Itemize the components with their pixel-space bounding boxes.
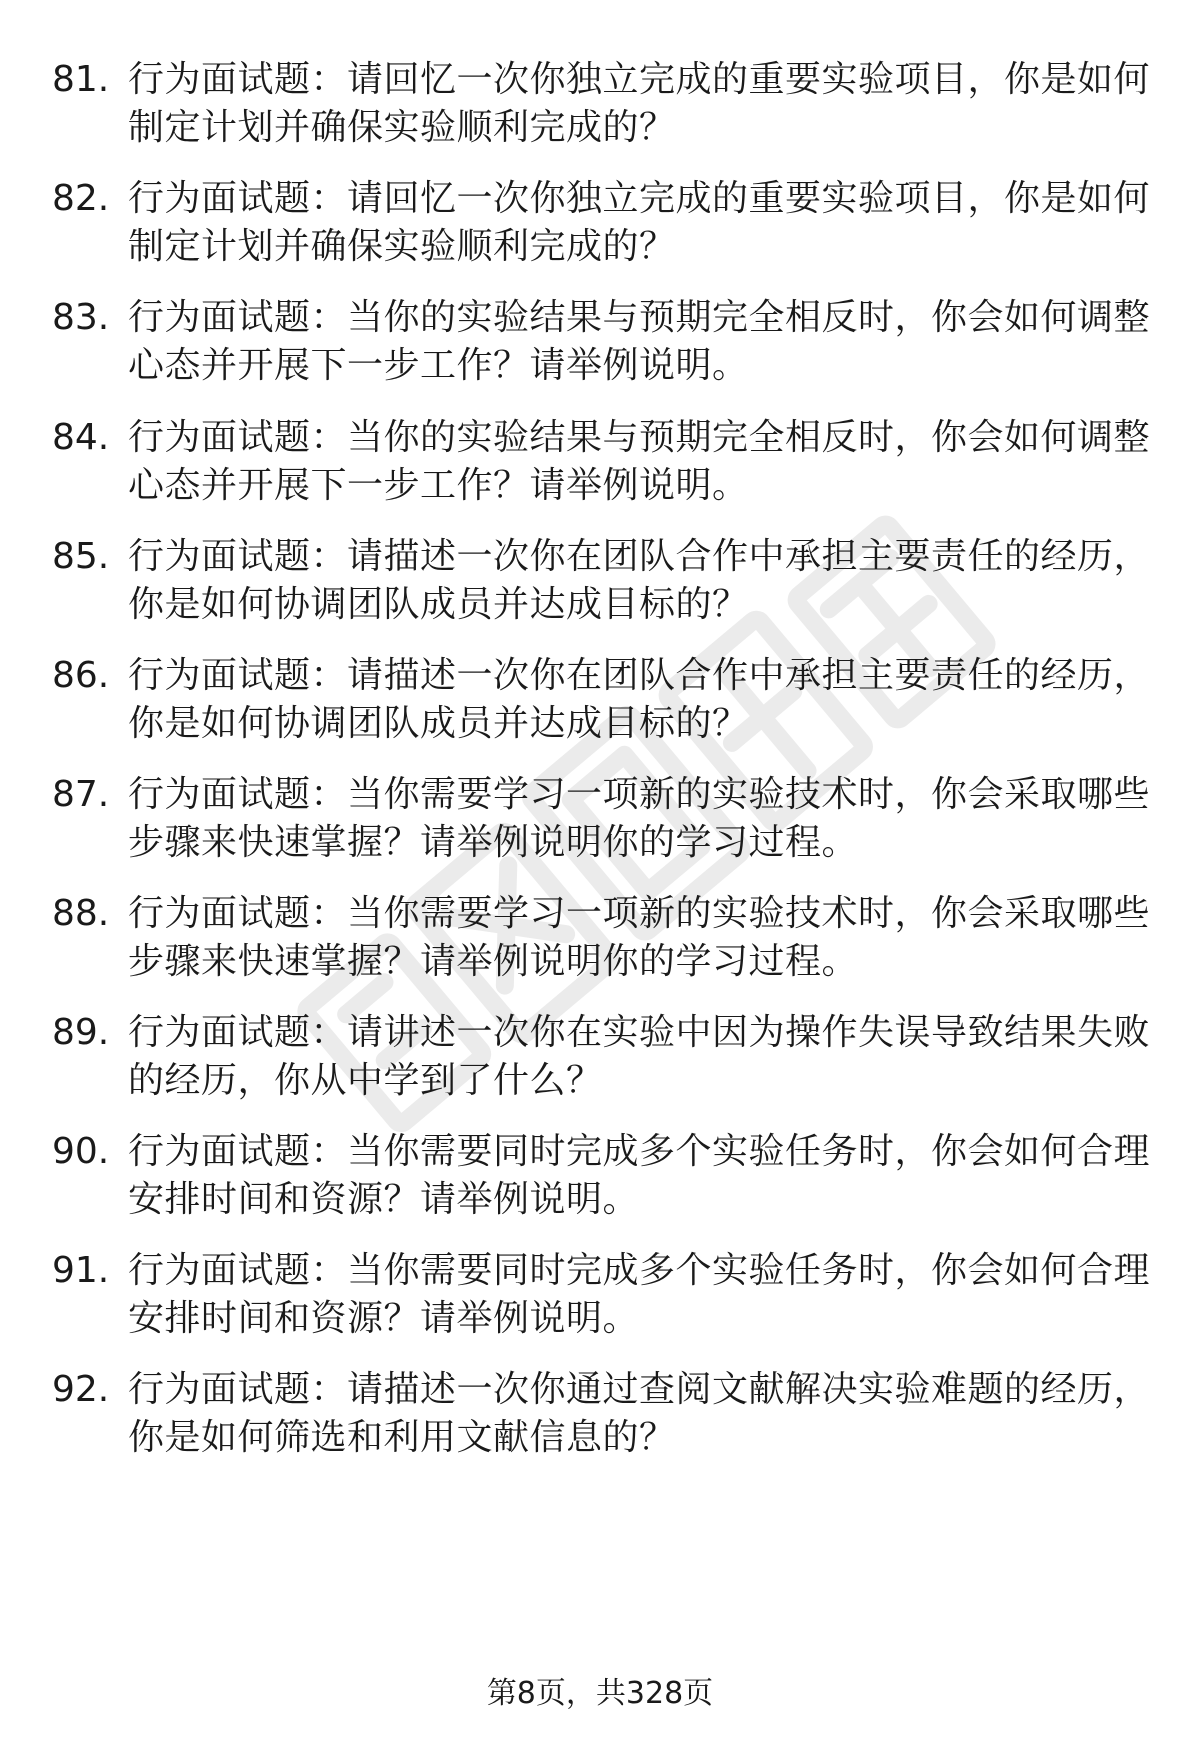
question-number: 91. [52, 1250, 110, 1291]
question-text-line: 行为面试题：当你需要同时完成多个实验任务时，你会如何合理 [128, 1250, 1151, 1291]
question-number: 88. [52, 893, 110, 934]
question-text-line: 行为面试题：请回忆一次你独立完成的重要实验项目，你是如何 [128, 178, 1151, 219]
question-text-line: 行为面试题：请描述一次你在团队合作中承担主要责任的经历， [128, 655, 1151, 696]
page-number-footer: 第8页，共328页 [486, 1676, 714, 1711]
question-text-line: 行为面试题：当你的实验结果与预期完全相反时，你会如何调整 [128, 297, 1151, 338]
question-text-line: 你是如何筛选和利用文献信息的？ [128, 1417, 676, 1458]
question-text-line: 步骤来快速掌握？请举例说明你的学习过程。 [128, 822, 859, 863]
question-text-line: 行为面试题：请讲述一次你在实验中因为操作失误导致结果失败 [128, 1012, 1151, 1053]
question-text [128, 1247, 1151, 1343]
question-text [128, 652, 1151, 748]
question-number: 90. [52, 1131, 110, 1172]
question-text [128, 890, 1151, 986]
question-number: 85. [52, 536, 110, 577]
question-text [128, 533, 1151, 629]
question-text-line: 心态并开展下一步工作？请举例说明。 [128, 345, 749, 386]
question-text-line: 安排时间和资源？请举例说明。 [128, 1298, 640, 1339]
question-text-line: 行为面试题：当你需要学习一项新的实验技术时，你会采取哪些 [128, 774, 1151, 815]
question-number: 82. [52, 178, 110, 219]
question-number: 83. [52, 297, 110, 338]
question-number: 87. [52, 774, 110, 815]
question-text [128, 1366, 1151, 1462]
question-text [128, 175, 1151, 271]
question-text [128, 771, 1151, 867]
question-number: 84. [52, 417, 110, 458]
question-number: 89. [52, 1012, 110, 1053]
question-text-line: 行为面试题：请描述一次你在团队合作中承担主要责任的经历， [128, 536, 1151, 577]
question-text [128, 294, 1151, 390]
question-text [128, 414, 1151, 510]
question-number: 92. [52, 1369, 110, 1410]
question-number: 81. [52, 59, 110, 100]
question-text-line: 步骤来快速掌握？请举例说明你的学习过程。 [128, 941, 859, 982]
question-text-line: 行为面试题：请描述一次你通过查阅文献解决实验难题的经历， [128, 1369, 1151, 1410]
question-number: 86. [52, 655, 110, 696]
question-text [128, 1009, 1151, 1105]
question-text-line: 行为面试题：请回忆一次你独立完成的重要实验项目，你是如何 [128, 59, 1151, 100]
question-text-line: 行为面试题：当你的实验结果与预期完全相反时，你会如何调整 [128, 417, 1151, 458]
question-text [128, 1128, 1151, 1224]
question-text-line: 心态并开展下一步工作？请举例说明。 [128, 465, 749, 506]
question-text-line: 你是如何协调团队成员并达成目标的？ [128, 703, 749, 744]
question-text-line: 行为面试题：当你需要同时完成多个实验任务时，你会如何合理 [128, 1131, 1151, 1172]
question-text-line: 制定计划并确保实验顺利完成的？ [128, 107, 676, 148]
question-text-line: 你是如何协调团队成员并达成目标的？ [128, 584, 749, 625]
question-text-line: 的经历，你从中学到了什么？ [128, 1060, 603, 1101]
question-text-line: 行为面试题：当你需要学习一项新的实验技术时，你会采取哪些 [128, 893, 1151, 934]
question-text [128, 56, 1151, 152]
question-text-line: 制定计划并确保实验顺利完成的？ [128, 226, 676, 267]
question-text-line: 安排时间和资源？请举例说明。 [128, 1179, 640, 1220]
